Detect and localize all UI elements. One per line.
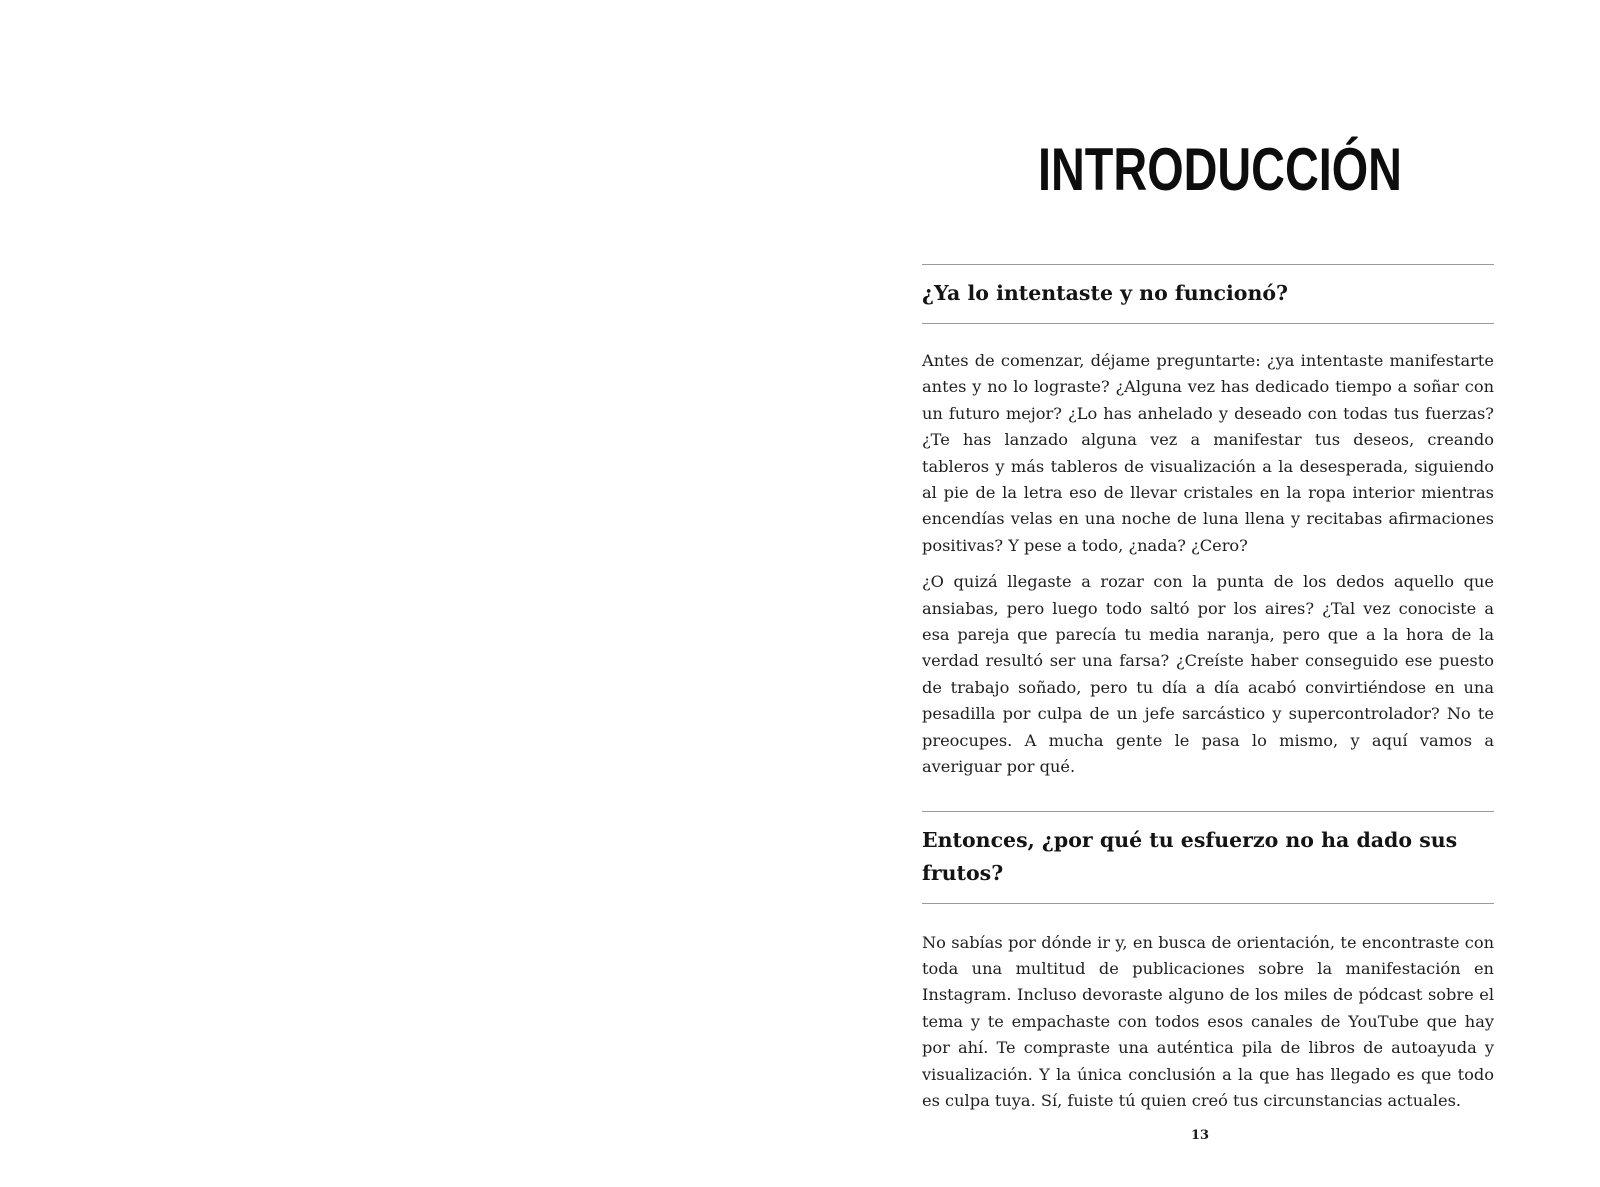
section-heading-box-2	[922, 811, 1494, 904]
right-page	[800, 0, 1600, 1187]
section-heading-box-1	[922, 264, 1494, 324]
page-content	[922, 264, 1494, 1114]
body-paragraph-1: Antes de comenzar, déjame preguntarte: ¿ya intentaste manifestarte antes y no lo lograste? ¿Alguna vez has dedicado tiempo a soñar con un futuro mejor? ¿Lo has anhelado y deseado con todas tus fuerzas? ¿Te has lanzado alguna vez a manifestar tus deseos, creando tableros y más tableros de visualización a la desesperada, siguiendo al pie de la letra eso de llevar cristales en la ropa interior mientras encendías velas en una noche de luna llena y recitabas afirmaciones positivas? Y pese a todo, ¿nada? ¿Cero?	[922, 351, 1494, 555]
chapter-title: INTRODUCCIÓN	[1038, 136, 1402, 203]
section-heading-2: Entonces, ¿por qué tu esfuerzo no ha dado sus frutos?	[922, 827, 1458, 885]
body-paragraph-3: No sabías por dónde ir y, en busca de orientación, te encontraste con toda una multitud de publicaciones sobre la manifestación en Instagram. Incluso devoraste alguno de los miles de pódcast sobre el tema y te empachaste con todos esos canales de YouTube que hay por ahí. Te compraste una auténtica pila de libros de autoayuda y visualización. Y la única conclusión a la que has llegado es que todo es culpa tuya. Sí, fuiste tú quien creó tus circunstancias actuales.	[922, 932, 1494, 1110]
body-paragraph-2: ¿O quizá llegaste a rozar con la punta de los dedos aquello que ansiabas, pero luego todo saltó por los aires? ¿Tal vez conociste a esa pareja que parecía tu media naranja, pero que a la hora de la verdad resultó ser una farsa? ¿Creíste haber conseguido ese puesto de trabajo soñado, pero tu día a día acabó convirtiéndose en una pesadilla por culpa de un jefe sarcástico y supercontrolador? No te preocupes. A mucha gente le pasa lo mismo, y aquí vamos a averiguar por qué.	[922, 572, 1494, 777]
section-heading-1: ¿Ya lo intentaste y no funcionó?	[922, 281, 1289, 305]
page-number: 13	[1190, 1128, 1210, 1143]
